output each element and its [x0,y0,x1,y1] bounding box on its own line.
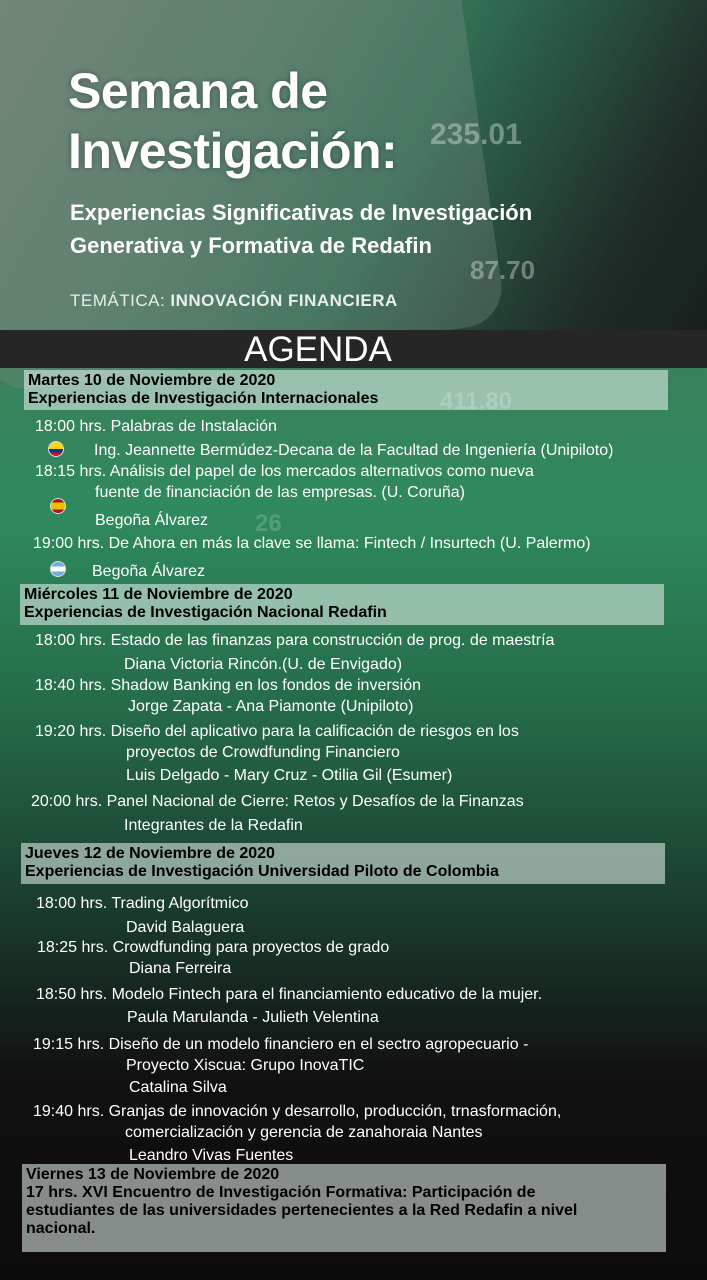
agenda-item: 20:00 hrs. Panel Nacional de Cierre: Retos y Desafíos de la Finanzas [31,793,524,810]
day-theme: Experiencias de Investigación Nacional Redafin [24,604,387,621]
day-theme: nacional. [26,1220,96,1237]
subtitle-line1: Experiencias Significativas de Investigación [70,200,533,225]
spain-flag-icon [50,498,66,514]
agenda-item: 18:50 hrs. Modelo Fintech para el financiamiento educativo de la mujer. [36,986,543,1003]
day-header-miercoles [20,584,664,625]
agenda-item: 18:25 hrs. Crowdfunding para proyectos de grado [37,939,390,956]
agenda-item: 18:00 hrs. Palabras de Instalación [35,418,277,435]
subtitle-line2: Generativa y Formativa de Redafin [70,233,432,258]
day-date: Viernes 13 de Noviembre de 2020 [26,1166,280,1183]
tematica-value: INNOVACIÓN FINANCIERA [170,291,398,310]
agenda-item: 18:00 hrs. Estado de las finanzas para construcción de prog. de maestría [35,632,555,649]
day-theme: Experiencias de Investigación Internacionales [28,390,379,407]
speaker: Diana Victoria Rincón.(U. de Envigado) [124,656,403,673]
agenda-item: 18:00 hrs. Trading Algorítmico [36,895,249,912]
agenda-item: 19:15 hrs. Diseño de un modelo financiero en el sectro agropecuario - [33,1036,529,1053]
day-header-martes [24,370,668,410]
agenda-item-cont: Proyecto Xiscua: Grupo InovaTIC [126,1057,365,1074]
agenda-item: 19:40 hrs. Granjas de innovación y desarrollo, producción, trnasformación, [33,1103,562,1120]
day-theme: estudiantes de las universidades pertenecientes a la Red Redafin a nivel [26,1202,578,1219]
page-title-line1: Semana de [68,63,328,119]
speaker: Begoña Álvarez [95,512,208,529]
speaker: Leandro Vivas Fuentes [129,1147,294,1164]
argentina-flag-icon [50,561,66,577]
speaker: David Balaguera [126,919,245,936]
speaker: Jorge Zapata - Ana Piamonte (Unipiloto) [128,698,414,715]
agenda-item-cont: comercialización y gerencia de zanahoraia Nantes [125,1124,483,1141]
speaker: Paula Marulanda - Julieth Velentina [127,1009,379,1026]
day-header-jueves [21,843,665,884]
agenda-item-cont: proyectos de Crowdfunding Financiero [126,744,400,761]
page-subtitle [70,196,670,262]
speaker: Ing. Jeannette Bermúdez-Decana de la Facultad de Ingeniería (Unipiloto) [94,442,614,459]
page-title-line2: Investigación: [68,123,398,179]
tematica [70,291,398,311]
day-date: Martes 10 de Noviembre de 2020 [28,372,276,389]
agenda-item: 19:00 hrs. De Ahora en más la clave se llama: Fintech / Insurtech (U. Palermo) [33,535,591,552]
day-date: Miércoles 11 de Noviembre de 2020 [24,586,293,603]
agenda-item-cont: fuente de financiación de las empresas. (U. Coruña) [95,484,465,501]
agenda-item: 18:40 hrs. Shadow Banking en los fondos de inversión [35,677,422,694]
agenda-item: 19:20 hrs. Diseño del aplicativo para la calificación de riesgos en los [35,723,519,740]
speaker: Diana Ferreira [129,960,232,977]
agenda-item: 18:15 hrs. Análisis del papel de los mercados alternativos como nueva [35,463,534,480]
speaker: Begoña Álvarez [92,563,205,580]
day-header-viernes [22,1164,666,1252]
day-date: Jueves 12 de Noviembre de 2020 [25,845,275,862]
bg-number: 235.01 [430,118,522,151]
bg-number: 26 [255,510,282,537]
speaker: Luis Delgado - Mary Cruz - Otilia Gil (Esumer) [126,767,453,784]
speaker: Catalina Silva [129,1079,227,1096]
colombia-flag-icon [48,441,64,457]
speaker: Integrantes de la Redafin [124,817,303,834]
tematica-label: TEMÁTICA: [70,291,166,310]
bg-number: 87.70 [470,255,536,285]
day-theme: 17 hrs. XVI Encuentro de Investigación Formativa: Participación de [26,1184,536,1201]
day-theme: Experiencias de Investigación Universidad Piloto de Colombia [25,863,499,880]
agenda-title: AGENDA [244,330,392,369]
